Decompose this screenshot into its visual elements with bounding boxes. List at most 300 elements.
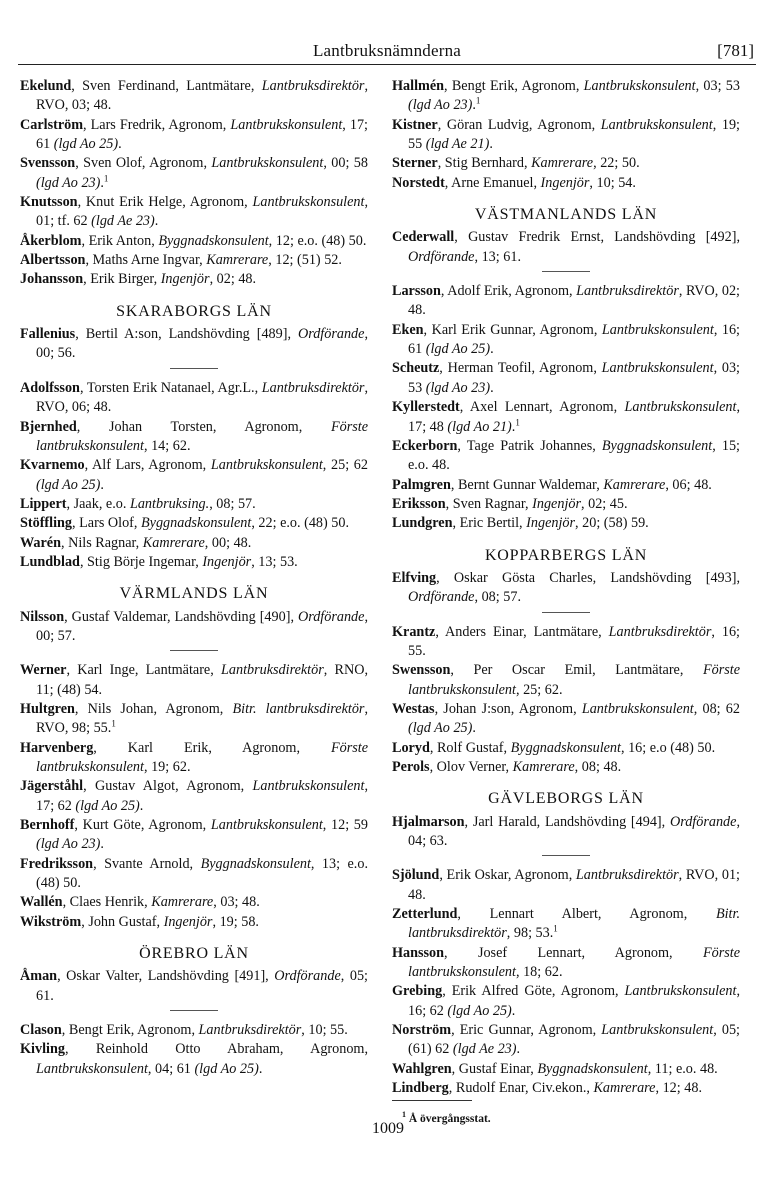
person-name: Harvenberg [20, 739, 94, 756]
register-entry [20, 1040, 368, 1079]
page-number: 1009 [372, 1120, 404, 1137]
salary-grade: (lgd Ao 25) [75, 797, 140, 814]
entry-end: . [100, 836, 104, 853]
entry-details: , Karl Erik, Agronom, [93, 739, 331, 756]
person-name: Norström [392, 1022, 452, 1039]
footnote-marker: 1 [515, 416, 520, 427]
entry-end: . [472, 97, 476, 114]
entry-details: , Sven Olof, Agronom, [75, 155, 212, 172]
salary-grade: (lgd Ao 25) [36, 476, 101, 493]
register-entry [20, 553, 368, 572]
entry-details: , Johan Torsten, Agronom, [76, 418, 331, 435]
entry-details: , Erik Anton, [81, 232, 159, 249]
person-name: Åkerblom [20, 232, 82, 249]
county-heading: ÖREBRO LÄN [139, 945, 249, 963]
person-name: Hansson [392, 944, 445, 961]
salary-grade: (lgd Ao 25) [53, 136, 119, 153]
person-name: Grebing [392, 983, 443, 1000]
entry-end: . [118, 136, 122, 153]
entry-years: , 19; 55 [408, 116, 740, 153]
entry-years: , 98; 53. [506, 925, 554, 942]
entry-years: , 12; 59 [322, 817, 368, 834]
person-name: Kyllerstedt [392, 399, 460, 416]
register-entry [20, 77, 368, 116]
entry-details: , Tage Patrik Johannes, [457, 437, 602, 454]
register-entry [392, 758, 740, 777]
entry-details: , Maths Arne Ingvar, [85, 252, 207, 269]
position-title: Kamrerare [593, 1080, 656, 1097]
entry-years: , 11; e.o. 48. [647, 1060, 718, 1077]
position-title: Ingenjör [526, 515, 576, 532]
person-name: Lindberg [392, 1080, 449, 1097]
entry-years: , RVO, 98; 55. [36, 700, 368, 737]
person-name: Eken [392, 321, 424, 338]
person-name: Jägerståhl [20, 778, 84, 795]
entry-years: , 16; 55. [408, 623, 740, 659]
person-name: Larsson [392, 283, 441, 300]
entry-end: . [472, 720, 476, 737]
entry-years: , RVO, 03; 48. [36, 78, 368, 114]
position-title: Lantbruksdirektör [608, 623, 712, 640]
register-entry [392, 359, 740, 398]
entry-years: , 02; 45. [581, 495, 628, 512]
person-name: Eriksson [392, 495, 446, 512]
person-name: Albertsson [20, 252, 86, 269]
entry-years: , 02; 48. [209, 271, 257, 288]
footnote-number: 1 [402, 1109, 406, 1119]
county-heading: GÄVLEBORGS LÄN [488, 790, 644, 808]
entry-details: , Nils Johan, Agronom, [74, 700, 233, 717]
salary-grade: (lgd Ao 25) [425, 341, 491, 358]
entry-years: , 10; 54. [589, 174, 636, 191]
salary-grade: (lgd Ao 25) [194, 1060, 259, 1077]
person-name: Werner [20, 662, 67, 679]
footnote-rule [392, 1100, 472, 1101]
register-entry [20, 154, 368, 193]
register-entry [392, 1079, 740, 1098]
entry-details: , Anders Einar, Lantmätare, [435, 623, 609, 640]
entry-details: , Göran Ludvig, Agronom, [437, 116, 601, 133]
person-name: Sterner [392, 155, 438, 172]
position-title: Lantbrukskonsulent [624, 983, 737, 1000]
person-name: Eckerborn [392, 437, 458, 454]
register-entry [392, 982, 740, 1021]
section-divider [542, 855, 590, 856]
entry-details: , Lennart Albert, Agronom, [457, 906, 716, 923]
entry-end: . [511, 418, 516, 435]
entry-years: , RVO, 01; 48. [408, 867, 740, 903]
position-title: Förste lantbrukskonsulent [36, 739, 368, 775]
entry-details: , Jarl Harald, Landshövding [494], [464, 813, 670, 830]
salary-grade: (lgd Ae 23) [91, 213, 155, 230]
position-title: Ingenjör [540, 174, 590, 191]
entry-years: , 17; 61 [36, 116, 368, 153]
person-name: Bernhoff [20, 817, 75, 834]
position-title: Byggnadskonsulent [200, 855, 311, 872]
running-header [18, 38, 756, 65]
entry-years: , RNO, 11; (48) 54. [36, 662, 368, 698]
position-title: Lantbruksdirektör [261, 78, 365, 94]
person-name: Ekelund [20, 78, 72, 94]
position-title: Lantbrukskonsulent [210, 457, 323, 474]
entry-details: , Bertil A:son, Landshövding [489], [75, 326, 298, 343]
entry-years: , 13; 61. [474, 248, 521, 265]
entry-details: , Rolf Gustaf, [429, 739, 511, 756]
entry-details: , Reinhold Otto Abraham, Agronom, [64, 1041, 368, 1058]
position-title: Ordförande [297, 608, 365, 625]
position-title: Förste lantbrukskonsulent [408, 662, 740, 698]
person-name: Fallenius [20, 326, 76, 343]
entry-details: , Bernt Gunnar Waldemar, [450, 476, 604, 493]
entry-end: . [489, 136, 493, 153]
person-name: Carlström [20, 116, 84, 133]
entry-details: , Eric Bertil, [452, 515, 527, 532]
register-entry [392, 321, 740, 360]
person-name: Krantz [392, 623, 436, 640]
position-title: Lantbruksdirektör [576, 283, 679, 300]
entry-years: , 12; (51) 52. [268, 252, 342, 269]
person-name: Sjölund [392, 867, 440, 884]
entry-years: , 00; 57. [36, 608, 368, 644]
register-entry [20, 777, 368, 816]
entry-years: , 12; 48. [655, 1080, 702, 1097]
register-entry [392, 944, 740, 983]
register-entry [20, 379, 368, 418]
entry-details: , Gustav Algot, Agronom, [83, 778, 253, 795]
entry-details: , Sven Ragnar, [445, 495, 533, 512]
position-title: Förste lantbrukskonsulent [408, 944, 740, 981]
entry-details: , Kurt Göte, Agronom, [74, 817, 211, 834]
register-entry [392, 174, 740, 193]
entry-details: , John Gustaf, [81, 913, 164, 930]
register-entry [392, 623, 740, 662]
entry-years: , 03; 53 [695, 78, 740, 94]
position-title: Lantbruksdirektör [575, 867, 679, 884]
position-title: Ingenjör [532, 495, 582, 512]
entry-years: , 03; 53 [408, 360, 740, 396]
entry-years: , 17; 62 [36, 778, 368, 814]
position-title: Lantbrukskonsulent [601, 360, 714, 377]
entry-years: , 04; 61 [147, 1060, 195, 1077]
header-page-reference: [781] [717, 41, 754, 60]
person-name: Stöffling [20, 515, 73, 532]
entry-years: , 04; 63. [408, 813, 740, 850]
person-name: Kistner [392, 116, 438, 133]
right-column [392, 77, 740, 1129]
county-heading: VÄSTMANLANDS LÄN [474, 206, 658, 224]
entry-end: . [258, 1060, 263, 1077]
entry-years: , 08; 57. [209, 495, 256, 512]
position-title: Ordförande [408, 589, 475, 606]
register-entry [392, 116, 740, 155]
person-name: Fredriksson [20, 855, 94, 872]
person-name: Elfving [392, 569, 437, 586]
entry-years: , 13; 53. [251, 553, 298, 570]
person-name: Clason [20, 1022, 62, 1039]
entry-years: , 20; (58) 59. [575, 515, 649, 532]
register-entry [392, 282, 740, 321]
entry-details: , Herman Teofil, Agronom, [439, 360, 602, 377]
entry-details: , Axel Lennart, Agronom, [459, 399, 625, 416]
register-entry [392, 437, 740, 476]
position-title: Lantbrukskonsulent [601, 1022, 714, 1039]
register-entry [392, 228, 740, 267]
entry-details: , Per Oscar Emil, Lantmätare, [450, 662, 703, 679]
person-name: Scheutz [392, 360, 440, 377]
position-title: Byggnadskonsulent [601, 437, 713, 454]
footnote-marker: 1 [103, 172, 109, 183]
person-name: Lundgren [392, 515, 453, 532]
entry-years: , 16; e.o (48) 50. [620, 739, 716, 756]
entry-years: , RVO, 02; 48. [408, 283, 740, 319]
entry-details: , Karl Erik Gunnar, Agronom, [423, 321, 602, 338]
entry-details: , Jaak, e.o. [66, 495, 130, 512]
person-name: Westas [392, 700, 435, 717]
entry-years: , 05; 61. [36, 968, 368, 1004]
entry-details: , Olov Verner, [429, 759, 513, 775]
entry-end: . [490, 341, 494, 358]
register-entry [20, 495, 368, 514]
salary-grade: (lgd Ao 25) [447, 1002, 512, 1019]
register-entry [392, 866, 740, 905]
person-name: Zetterlund [392, 906, 458, 923]
section-divider [170, 1010, 218, 1011]
entry-details: , Eric Gunnar, Agronom, [451, 1022, 602, 1039]
register-entry [20, 232, 368, 251]
position-title: Ingenjör [202, 553, 252, 570]
register-entry [392, 495, 740, 514]
person-name: Norstedt [392, 174, 445, 191]
entry-end: . [139, 797, 144, 814]
salary-grade: (lgd Ao 23) [425, 379, 491, 396]
person-name: Kivling [20, 1041, 65, 1058]
entry-details: , Erik Alfred Göte, Agronom, [442, 983, 625, 1000]
person-name: Wallén [20, 894, 63, 911]
position-title: Lantbrukskonsulent [210, 817, 323, 834]
position-title: Lantbrukskonsulent [583, 78, 696, 94]
county-heading: VÄRMLANDS LÄN [119, 585, 269, 603]
person-name: Wikström [20, 913, 82, 930]
entry-years: , 19; 62. [143, 759, 191, 775]
entry-details: , Erik Oskar, Agronom, [439, 867, 576, 884]
entry-years: , 25; 62. [515, 681, 563, 698]
entry-details: , Gustav Fredrik Ernst, Landshövding [492], [454, 229, 740, 246]
salary-grade: (lgd Ae 21) [425, 136, 490, 153]
entry-details: , Svante Arnold, [93, 855, 201, 872]
section-divider [542, 271, 590, 272]
register-entry [20, 661, 368, 700]
position-title: Kamrerare [151, 894, 214, 911]
position-title: Ordförande [408, 248, 475, 265]
salary-grade: (lgd Ao 23) [36, 174, 101, 191]
register-entry [20, 855, 368, 894]
entry-years: , 08; 62 [693, 700, 740, 717]
position-title: Lantbruksdirektör [221, 662, 324, 679]
entry-details: , Gustaf Einar, [451, 1060, 538, 1077]
position-title: Kamrerare [531, 155, 594, 172]
position-title: Kamrerare [603, 476, 666, 493]
section-divider [170, 368, 218, 369]
header-title: Lantbruksnämnderna [312, 41, 462, 60]
person-name: Knutsson [20, 194, 78, 211]
entry-end: . [154, 213, 159, 230]
position-title: Lantbrukskonsulent [624, 399, 737, 416]
entry-details: , Nils Ragnar, [60, 534, 143, 551]
position-title: Byggnadskonsulent [158, 232, 269, 249]
register-entry [20, 456, 368, 495]
register-entry [392, 154, 740, 173]
person-name: Hjalmarson [392, 813, 465, 830]
entry-details: , Lars Fredrik, Agronom, [83, 116, 231, 133]
register-entry [20, 193, 368, 232]
entry-end: . [511, 1002, 516, 1019]
register-entry [392, 1060, 740, 1079]
person-name: Palmgren [392, 476, 451, 493]
entry-years: , 00; 58 [323, 155, 368, 172]
entry-years: , 01; tf. 62 [36, 194, 368, 230]
entry-details: , Claes Henrik, [62, 894, 152, 911]
footnote-marker: 1 [553, 923, 558, 934]
position-title: Ingenjör [160, 271, 210, 288]
register-entry [392, 398, 740, 437]
entry-details: , Arne Emanuel, [444, 174, 541, 191]
register-entry [392, 569, 740, 608]
footnote-marker: 1 [111, 718, 116, 729]
register-entry [20, 967, 368, 1006]
position-title: Lantbrukskonsulent [600, 116, 713, 133]
entry-years: , 15; e.o. 48. [408, 437, 740, 474]
register-entry [20, 270, 368, 289]
person-name: Loryd [392, 739, 430, 756]
register-entry [392, 700, 740, 739]
position-title: Byggnadskonsulent [140, 515, 252, 532]
county-heading: KOPPARBERGS LÄN [484, 546, 648, 564]
salary-grade: (lgd Ao 21) [447, 418, 512, 435]
person-name: Wahlgren [392, 1060, 452, 1077]
entry-years: , 18; 62. [515, 964, 563, 981]
entry-details: , Oskar Gösta Charles, Landshövding [493], [436, 569, 740, 586]
entry-details: , Stig Bernhard, [437, 155, 532, 172]
register-entry [20, 534, 368, 553]
entry-details: , Adolf Erik, Agronom, [440, 283, 577, 300]
entry-details: , Lars Olof, [72, 515, 141, 532]
entry-years: , 08; 57. [474, 589, 521, 606]
entry-years: , 12; e.o. (48) 50. [268, 232, 367, 249]
entry-details: , Erik Birger, [83, 271, 161, 288]
register-entry [20, 251, 368, 270]
entry-end: . [490, 379, 494, 396]
entry-years: , 16; 62 [408, 983, 740, 1019]
section-divider [170, 650, 218, 651]
person-name: Adolfsson [20, 379, 80, 396]
person-name: Bjernhed [20, 418, 77, 435]
person-name: Lippert [20, 495, 67, 512]
position-title: Ordförande [274, 968, 341, 985]
entry-years: , 00; 48. [204, 534, 252, 551]
entry-end: . [516, 1041, 521, 1058]
entry-details: , Alf Lars, Agronom, [84, 457, 211, 474]
entry-details: , Torsten Erik Natanael, Agr.L., [79, 379, 262, 396]
entry-years: , 16; 61 [408, 321, 740, 358]
register-entry [20, 1021, 368, 1040]
position-title: Lantbrukskonsulent [252, 778, 365, 795]
person-name: Nilsson [20, 608, 65, 625]
position-title: Ordförande [669, 813, 737, 830]
register-entry [20, 418, 368, 457]
register-entry [20, 739, 368, 778]
entry-end: . [100, 476, 104, 493]
register-entry [392, 77, 740, 116]
position-title: Lantbruksdirektör [198, 1022, 302, 1039]
entry-details: , Knut Erik Helge, Agronom, [77, 194, 253, 211]
entry-years: , RVO, 06; 48. [36, 379, 368, 416]
entry-details: , Josef Lennart, Agronom, [444, 944, 703, 961]
register-entry [392, 514, 740, 533]
register-entry [20, 608, 368, 647]
entry-years: , 05; (61) 62 [408, 1022, 740, 1058]
position-title: Kamrerare [206, 252, 269, 269]
entry-details: , Oskar Valter, Landshövding [491], [57, 968, 275, 985]
register-entry [20, 325, 368, 364]
person-name: Swensson [392, 662, 451, 679]
register-entry [20, 913, 368, 932]
entry-years: , 17; 48 [408, 399, 740, 435]
register-entry [392, 1021, 740, 1060]
position-title: Kamrerare [512, 759, 575, 775]
position-title: Byggnadskonsulent [537, 1060, 648, 1077]
footnote-marker: 1 [475, 95, 481, 106]
left-column [20, 77, 368, 1079]
entry-years: , 00; 56. [36, 326, 368, 362]
position-title: Ordförande [297, 326, 365, 343]
person-name: Svensson [20, 155, 76, 172]
position-title: Lantbrukskonsulent [230, 116, 343, 133]
position-title: Lantbrukskonsulent [252, 194, 365, 211]
entry-details: , Bengt Erik, Agronom, [444, 78, 584, 94]
entry-years: , 13; e.o. (48) 50. [36, 855, 368, 892]
position-title: Bitr. lantbruksdirektör [232, 700, 365, 717]
person-name: Hultgren [20, 700, 75, 717]
register-entry [20, 700, 368, 739]
register-entry [20, 116, 368, 155]
person-name: Johansson [20, 271, 84, 288]
register-entry [392, 661, 740, 700]
register-entry [392, 905, 740, 944]
person-name: Lundblad [20, 553, 80, 570]
position-title: Kamrerare [142, 534, 205, 551]
salary-grade: (lgd Ae 23) [452, 1041, 517, 1058]
position-title: Lantbrukskonsulent [36, 1060, 148, 1077]
position-title: Förste lantbrukskonsulent [36, 418, 368, 454]
position-title: Ingenjör [163, 913, 213, 930]
register-entry [20, 893, 368, 912]
salary-grade: (lgd Ao 23) [36, 836, 101, 853]
person-name: Kvarnemo [20, 457, 85, 474]
entry-years: , 14; 62. [143, 437, 191, 454]
entry-years: , 03; 48. [213, 894, 260, 911]
position-title: Lantbrukskonsulent [601, 321, 714, 338]
person-name: Hallmén [392, 78, 445, 94]
entry-details: , Karl Inge, Lantmätare, [66, 662, 221, 679]
register-entry [392, 739, 740, 758]
register-entry [392, 476, 740, 495]
position-title: Lantbruksdirektör [261, 379, 365, 396]
entry-details: , Gustaf Valdemar, Landshövding [490], [64, 608, 298, 625]
register-entry [20, 816, 368, 855]
person-name: Warén [20, 534, 61, 551]
position-title: Lantbrukskonsulent [211, 155, 324, 172]
position-title: Lantbruksing. [129, 495, 210, 512]
